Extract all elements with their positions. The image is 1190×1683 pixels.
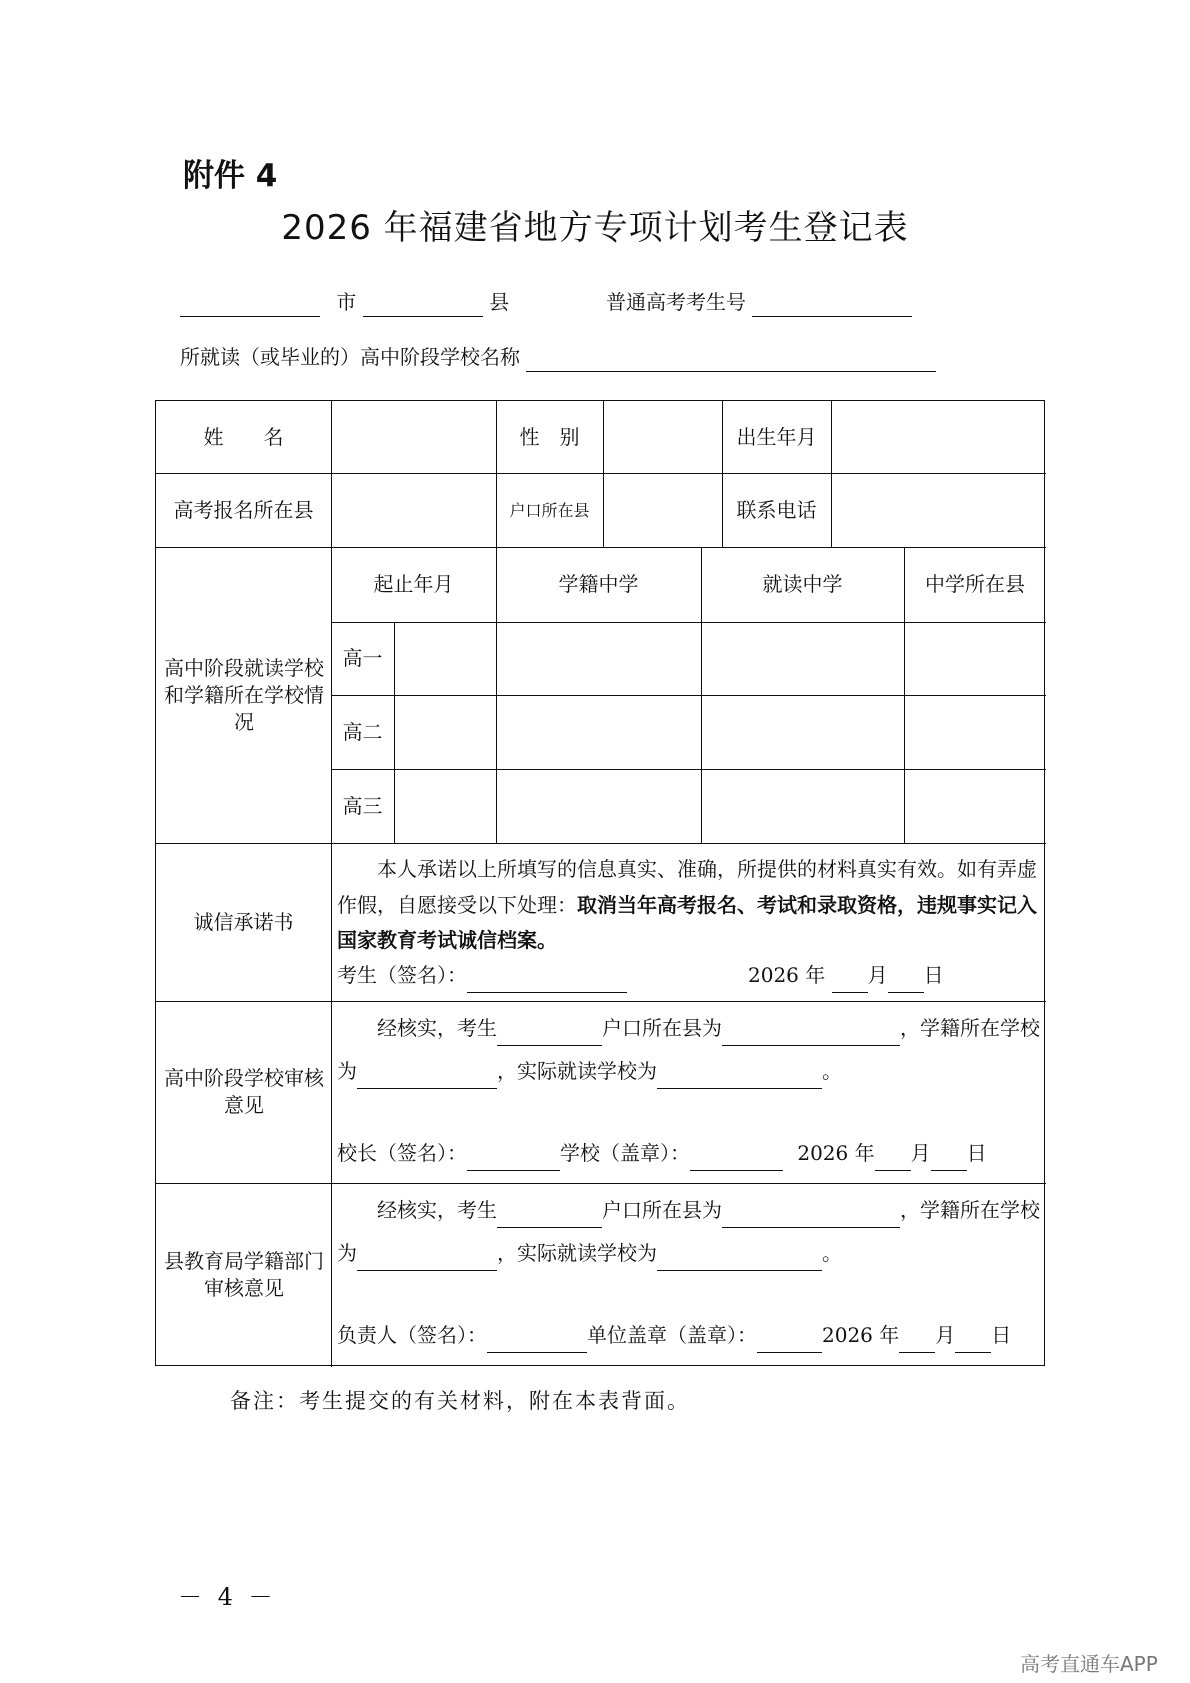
- bureau-review-label: 县教育局学籍部门审核意见: [164, 1249, 324, 1300]
- school-review-month-blank[interactable]: [875, 1148, 911, 1171]
- school-review-day-label: 日: [966, 1141, 987, 1165]
- school-verify-e: ，实际就读学校为: [497, 1059, 657, 1083]
- phone-label: 联系电话: [736, 497, 817, 522]
- bureau-enrolled-blank[interactable]: [357, 1248, 497, 1271]
- school-seal-label: 学校（盖章）：: [560, 1141, 690, 1165]
- bureau-verify-e: ，实际就读学校为: [497, 1241, 657, 1265]
- header-exam-no: [606, 287, 912, 317]
- exam-no-label: 普通高考考生号: [606, 290, 746, 314]
- pledge-sign-line: [337, 957, 627, 993]
- school-enrolled-blank[interactable]: [357, 1066, 497, 1089]
- school-verify-c: ，学籍所在学校: [900, 1016, 1040, 1040]
- birth-field[interactable]: [831, 401, 1046, 473]
- pledge-text-2a: 作假，自愿接受以下处理：: [337, 893, 577, 917]
- bureau-review-day-blank[interactable]: [955, 1330, 991, 1353]
- school-verify-f: 。: [822, 1059, 842, 1083]
- person-sign-blank[interactable]: [487, 1330, 587, 1353]
- county-blank[interactable]: [363, 294, 483, 317]
- bureau-attended-blank[interactable]: [657, 1248, 822, 1271]
- reg-county-field[interactable]: [331, 473, 496, 547]
- school-student-blank[interactable]: [497, 1023, 602, 1046]
- pledge-date: [748, 957, 944, 993]
- school-name-blank[interactable]: [526, 349, 936, 372]
- col-enrolled-school: 学籍中学: [558, 572, 639, 596]
- school-verify-b: 户口所在县为: [602, 1016, 722, 1040]
- header-line-1: [180, 287, 509, 317]
- principal-sign-label: 校长（签名）：: [337, 1141, 467, 1165]
- grade-1-label: 高一: [342, 646, 383, 670]
- school-name-label: 所就读（或毕业的）高中阶段学校名称: [180, 345, 520, 369]
- col-school-county: 中学所在县: [925, 572, 1025, 596]
- pledge-text-2: [337, 887, 1037, 923]
- exam-no-blank[interactable]: [752, 294, 912, 317]
- bureau-review-year: 2026 年: [822, 1323, 900, 1347]
- city-label: 市: [336, 290, 357, 314]
- school-attended-blank[interactable]: [657, 1066, 822, 1089]
- school-seal-blank[interactable]: [690, 1148, 783, 1171]
- pledge-text-2b: 取消当年高考报名、考试和录取资格，违规事实记入: [577, 893, 1037, 917]
- school-hukou-blank[interactable]: [722, 1023, 900, 1046]
- header-line-2: [180, 342, 936, 372]
- bureau-review-sign-line: [337, 1317, 1011, 1353]
- school-review-line-1: [377, 1010, 1040, 1046]
- gender-field[interactable]: [603, 401, 722, 473]
- principal-sign-blank[interactable]: [467, 1148, 560, 1171]
- pledge-day-blank[interactable]: [888, 970, 924, 993]
- school-verify-a: 经核实，考生: [377, 1016, 497, 1040]
- school-section-label: 高中阶段就读学校和学籍所在学校情况: [164, 655, 324, 734]
- school-verify-d: 为: [337, 1059, 357, 1083]
- phone-field[interactable]: [831, 473, 1046, 547]
- gender-label: 性 别: [519, 424, 580, 449]
- pledge-sign-blank[interactable]: [467, 970, 627, 993]
- county-label: 县: [489, 290, 510, 314]
- birth-label: 出生年月: [736, 424, 817, 449]
- pledge-day-label: 日: [923, 963, 944, 987]
- bureau-verify-b: 户口所在县为: [602, 1198, 722, 1222]
- bureau-review-month-blank[interactable]: [899, 1330, 935, 1353]
- bureau-review-day-label: 日: [991, 1323, 1012, 1347]
- city-blank[interactable]: [180, 294, 320, 317]
- school-review-year: 2026 年: [797, 1141, 875, 1165]
- name-label: 姓 名: [203, 424, 284, 449]
- school-review-line-2: [337, 1053, 842, 1089]
- bureau-verify-a: 经核实，考生: [377, 1198, 497, 1222]
- pledge-month-label: 月: [867, 963, 888, 987]
- page-number: － 4 －: [178, 1583, 277, 1611]
- school-review-label: 高中阶段学校审核意见: [164, 1066, 324, 1117]
- remark-note: 备注：考生提交的有关材料，附在本表背面。: [230, 1389, 690, 1413]
- reg-county-label: 高考报名所在县: [173, 497, 314, 522]
- pledge-label: 诚信承诺书: [193, 909, 294, 934]
- bureau-review-month-label: 月: [935, 1323, 956, 1347]
- hukou-label: 户口所在县: [509, 500, 590, 520]
- unit-seal-blank[interactable]: [757, 1330, 822, 1353]
- bureau-review-line-1: [377, 1192, 1040, 1228]
- bureau-hukou-blank[interactable]: [722, 1205, 900, 1228]
- school-review-sign-line: [337, 1135, 987, 1171]
- watermark: 高考直通车APP: [1020, 1652, 1158, 1676]
- unit-seal-label: 单位盖章（盖章）：: [587, 1323, 757, 1347]
- pledge-text-3: 国家教育考试诚信档案。: [337, 928, 557, 952]
- pledge-month-blank[interactable]: [832, 970, 868, 993]
- pledge-sign-label: 考生（签名）：: [337, 963, 467, 987]
- bureau-verify-c: ，学籍所在学校: [900, 1198, 1040, 1222]
- grade-2-label: 高二: [342, 719, 383, 744]
- bureau-verify-d: 为: [337, 1241, 357, 1265]
- pledge-text-1: 本人承诺以上所填写的信息真实、准确，所提供的材料真实有效。如有弄虚: [377, 857, 1037, 881]
- school-review-month-label: 月: [910, 1141, 931, 1165]
- attachment-label: 附件 4: [183, 158, 278, 194]
- registration-table: [155, 400, 1045, 1366]
- school-review-day-blank[interactable]: [931, 1148, 967, 1171]
- page-title: 2026 年福建省地方专项计划考生登记表: [281, 208, 909, 248]
- bureau-review-line-2: [337, 1235, 842, 1271]
- col-period: 起止年月: [373, 572, 454, 596]
- person-sign-label: 负责人（签名）：: [337, 1323, 487, 1347]
- pledge-year: 2026 年: [748, 963, 826, 987]
- bureau-verify-f: 。: [822, 1241, 842, 1265]
- grade-3-label: 高三: [342, 793, 383, 818]
- hukou-field[interactable]: [603, 473, 722, 547]
- col-attended-school: 就读中学: [762, 572, 843, 596]
- name-field[interactable]: [331, 401, 496, 473]
- bureau-student-blank[interactable]: [497, 1205, 602, 1228]
